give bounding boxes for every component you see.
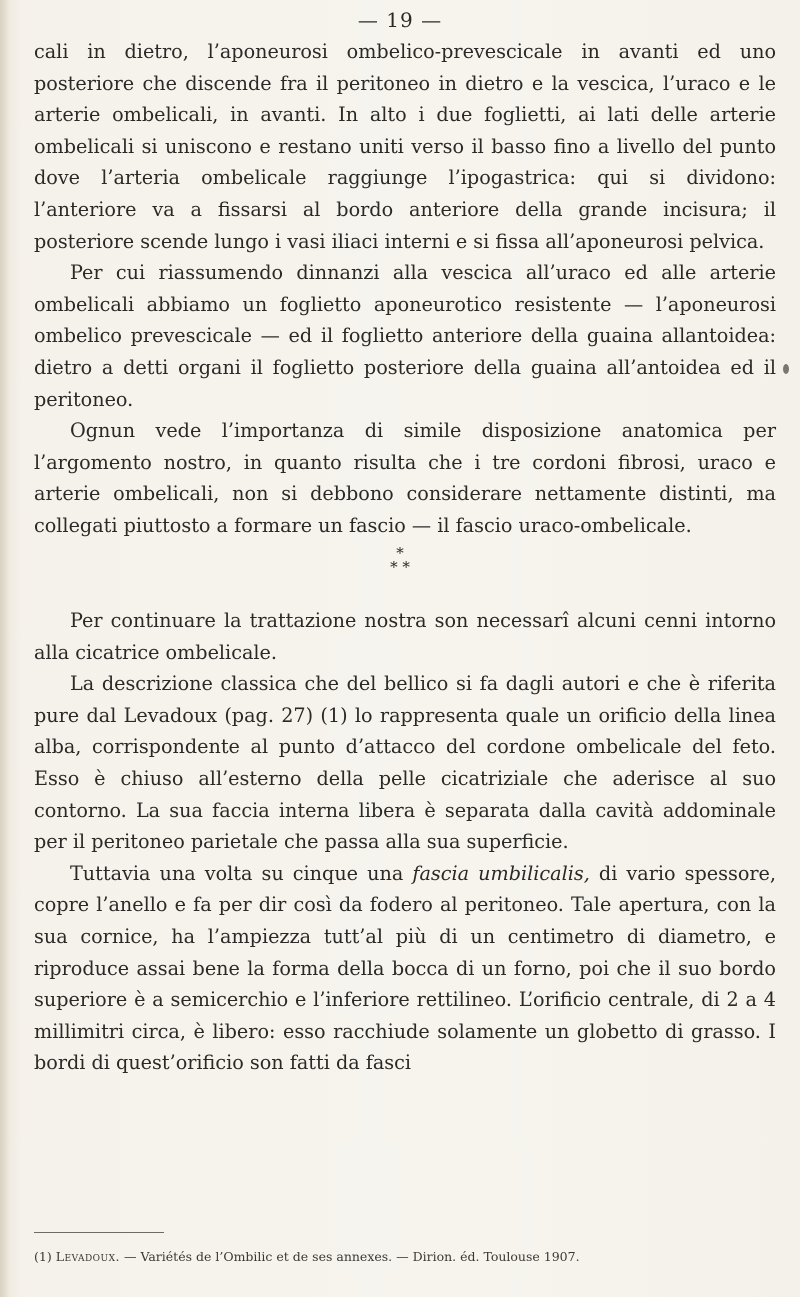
paragraph-summary: Per cui riassumendo dinnanzi alla vescica all’uraco ed alle arterie ombelicali abbiamo un foglietto aponeurotico resistente — l’aponeurosi ombelico prevescicale — ed il foglietto anteriore della guaina allantoidea: dietro a detti organi il foglietto posteriore della guaina all’antoidea ed il peritoneo. (34, 261, 776, 411)
section-separator (0, 546, 800, 574)
margin-ink-spot (783, 364, 789, 374)
body-text-bottom (34, 605, 776, 1079)
footnote-text: — Variétés de l’Ombilic et de ses annexes. — Dirion. éd. Toulouse 1907. (120, 1249, 580, 1264)
asterism-bottom: * * (390, 558, 410, 576)
paragraph-intro-cicatrix: Per continuare la trattazione nostra son necessarî alcuni cenni intorno alla cicatrice ombelicale. (34, 609, 776, 664)
fascia-term-italic: fascia umbilicalis, (412, 861, 590, 885)
fascia-text-before: Tuttavia una volta su cinque una (70, 861, 413, 885)
page-binding-shadow (0, 0, 10, 1297)
footnote-rule (34, 1232, 164, 1233)
footnote-marker: (1) (34, 1249, 52, 1264)
footnote (34, 1248, 776, 1266)
asterism-top: * (396, 544, 404, 562)
page-number: — 19 — (357, 8, 443, 32)
paragraph-fascia (34, 858, 776, 1079)
footnote-author: Levadoux. (55, 1249, 121, 1264)
fascia-text-after: di vario spessore, copre l’anello e fa per dir così da fodero al peritoneo. Tale apertura, con la sua cornice, ha l’ampiezza tutt’al più di un centimetro di diametro, e riproduce assai bene la forma della bocca di un forno, poi che il suo bordo superiore è a semicerchio e l’inferiore rettilineo. L’orificio centrale, di 2 a 4 millimitri circa, è libero: esso racchiude solamente un globetto di grasso. I bordi di quest’orificio son fatti da fasci (34, 861, 776, 1075)
paragraph-classic-description: La descrizione classica che del bellico si fa dagli autori e che è riferita pure dal Levadoux (pag. 27) (1) lo rappresenta quale un orificio della linea alba, corrispondente al punto d’attacco del cordone ombelicale del feto. Esso è chiuso all’esterno della pelle cicatriziale che aderisce al suo contorno. La sua faccia interna libera è separata dalla cavità addominale per il peritoneo parietale che passa alla sua superficie. (34, 672, 776, 854)
paragraph-importance: Ognun vede l’importanza di simile disposizione anatomica per l’argomento nostro, in quanto risulta che i tre cordoni fibrosi, uraco e arterie ombelicali, non si debbono considerare nettamente distinti, ma collegati piuttosto a formare un fascio — il fascio uraco-ombelicale. (34, 419, 776, 537)
body-text-top (34, 36, 776, 542)
paragraph-continuation: cali in dietro, l’aponeurosi ombelico-prevescicale in avanti ed uno posteriore che discende fra il peritoneo in dietro e la vescica, l’uraco e le arterie ombelicali, in avanti. In alto i due foglietti, ai lati delle arterie ombelicali si uniscono e restano uniti verso il basso fino a livello del punto dove l’arteria ombelicale raggiunge l’ipogastrica: qui si dividono: l’anteriore va a fissarsi al bordo anteriore della grande incisura; il posteriore scende lungo i vasi iliaci interni e si fissa all’aponeurosi pelvica. (34, 40, 776, 253)
